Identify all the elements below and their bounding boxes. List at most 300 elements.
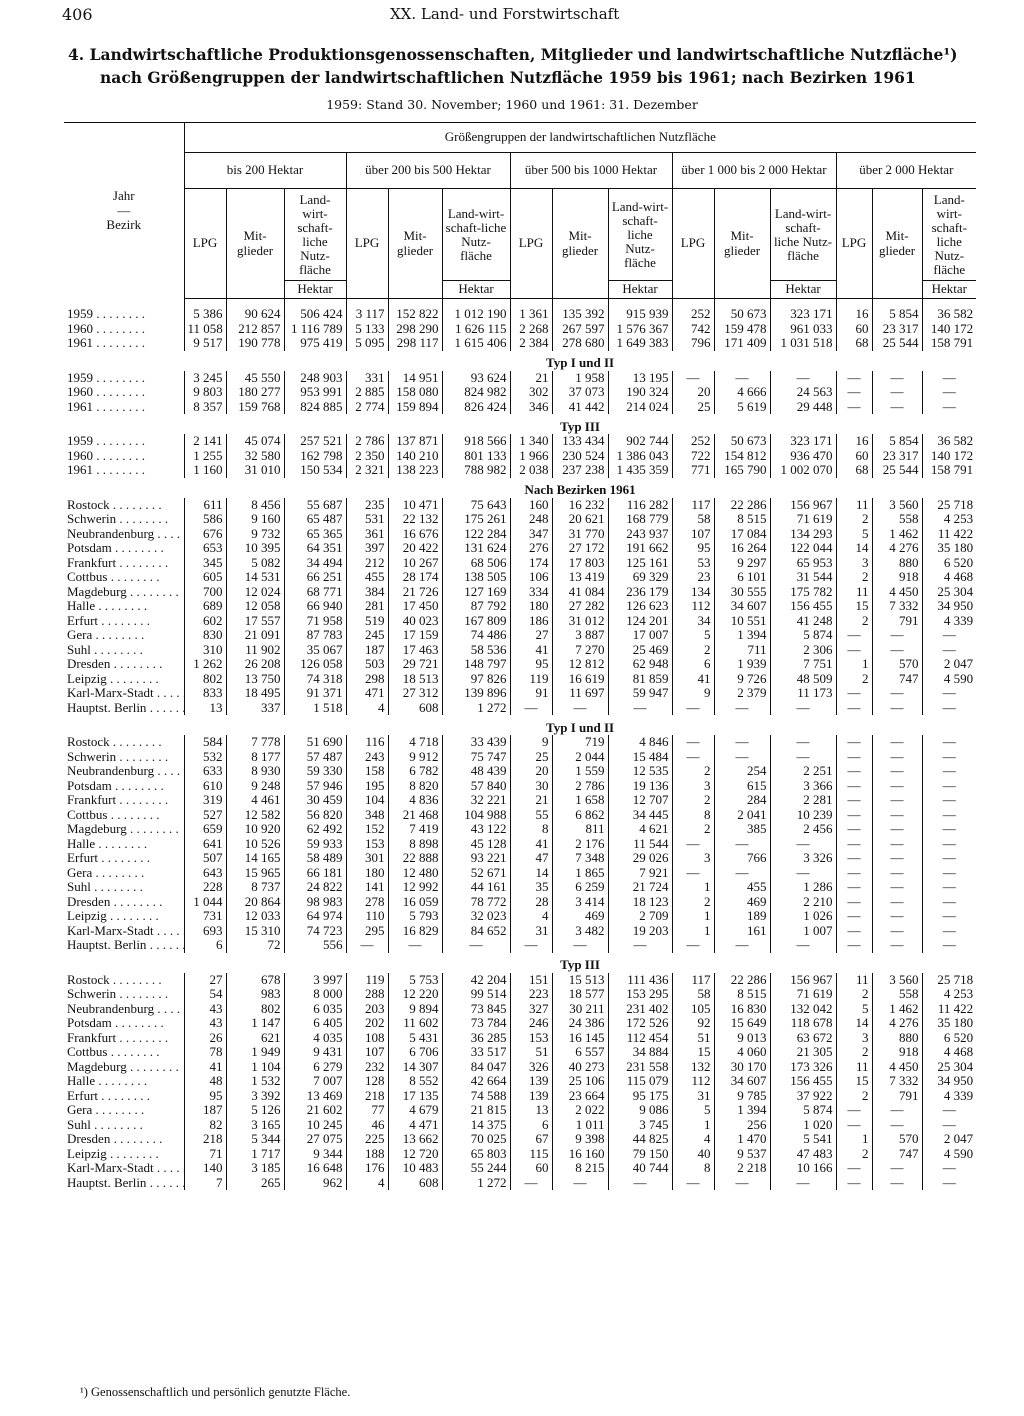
section-heading-row: [64, 715, 976, 735]
table-cell: 8 737: [226, 880, 284, 895]
table-cell: —: [510, 701, 552, 716]
leader-dots: [91, 880, 143, 894]
table-cell: 8 515: [714, 512, 770, 527]
table-cell: —: [672, 371, 714, 386]
table-cell: 1: [672, 909, 714, 924]
row-label-text: 1959: [67, 370, 93, 385]
table-cell: 1 286: [770, 880, 836, 895]
table-cell: 159 768: [226, 400, 284, 415]
table-cell: 95: [510, 657, 552, 672]
table-cell: 51: [672, 1031, 714, 1046]
section-heading: Typ I und II: [546, 355, 615, 370]
table-cell: 7 332: [872, 1074, 922, 1089]
table-cell: 742: [672, 322, 714, 337]
table-cell: 69 329: [608, 570, 672, 585]
table-row: [64, 895, 976, 910]
table-cell: 34 445: [608, 808, 672, 823]
row-label: [64, 924, 184, 939]
leader-dots: [110, 1132, 162, 1146]
table-cell: 180: [510, 599, 552, 614]
table-cell: 74 723: [284, 924, 346, 939]
table-cell: —: [922, 371, 976, 386]
table-cell: 32 580: [226, 449, 284, 464]
table-cell: 2 786: [552, 779, 608, 794]
table-cell: 41: [184, 1060, 226, 1075]
table-cell: 2: [836, 672, 872, 687]
table-cell: 3 326: [770, 851, 836, 866]
table-cell: 4 468: [922, 570, 976, 585]
table-cell: 4 253: [922, 987, 976, 1002]
table-cell: 138 505: [442, 570, 510, 585]
table-cell: 610: [184, 779, 226, 794]
spacer-cell: [770, 299, 836, 308]
table-cell: —: [836, 1176, 872, 1191]
table-cell: 1 394: [714, 1103, 770, 1118]
table-cell: 700: [184, 585, 226, 600]
table-cell: 397: [346, 541, 388, 556]
table-cell: 5: [836, 527, 872, 542]
row-label-text: Halle: [67, 836, 96, 851]
table-cell: 5 874: [770, 628, 836, 643]
table-cell: 59 330: [284, 764, 346, 779]
table-cell: 9 013: [714, 1031, 770, 1046]
table-cell: 58: [672, 987, 714, 1002]
table-cell: 3 245: [184, 371, 226, 386]
row-label: [64, 808, 184, 823]
table-cell: 73 784: [442, 1016, 510, 1031]
table-cell: 58 536: [442, 643, 510, 658]
table-cell: 57 487: [284, 750, 346, 765]
table-cell: 21 724: [608, 880, 672, 895]
table-cell: —: [714, 837, 770, 852]
table-cell: —: [836, 371, 872, 386]
table-cell: 115 079: [608, 1074, 672, 1089]
table-cell: 1 717: [226, 1147, 284, 1162]
leader-dots: [107, 1147, 159, 1161]
table-cell: 48: [184, 1074, 226, 1089]
table-cell: 4 060: [714, 1045, 770, 1060]
row-label-text: Hauptst. Berlin: [67, 938, 147, 952]
table-cell: 4: [346, 701, 388, 716]
spacer-cell: [346, 299, 388, 308]
leader-dots: [154, 686, 184, 700]
table-cell: —: [672, 750, 714, 765]
table-cell: 15 484: [608, 750, 672, 765]
table-cell: —: [836, 750, 872, 765]
table-cell: 506 424: [284, 307, 346, 322]
table-cell: 12 812: [552, 657, 608, 672]
table-cell: 148 797: [442, 657, 510, 672]
table-cell: 27: [510, 628, 552, 643]
group-header-4: über 1 000 bis 2 000 Hektar: [672, 153, 836, 189]
table-cell: 223: [510, 987, 552, 1002]
table-cell: —: [922, 750, 976, 765]
leader-dots: [110, 657, 162, 671]
table-cell: 961 033: [770, 322, 836, 337]
table-cell: 40 023: [388, 614, 442, 629]
table-cell: 59 947: [608, 686, 672, 701]
table-cell: 833: [184, 686, 226, 701]
row-label-text: 1959: [67, 307, 93, 321]
table-cell: 693: [184, 924, 226, 939]
leader-dots: [92, 1103, 144, 1117]
col-header-mitglieder: Mit-glieder: [388, 189, 442, 299]
table-cell: —: [836, 866, 872, 881]
table-cell: 167 809: [442, 614, 510, 629]
table-cell: 35 180: [922, 1016, 976, 1031]
table-row: [64, 735, 976, 750]
table-cell: 60: [836, 449, 872, 464]
table-cell: 6 035: [284, 1002, 346, 1017]
table-cell: 37 073: [552, 385, 608, 400]
table-cell: 570: [872, 1132, 922, 1147]
table-cell: 95 175: [608, 1089, 672, 1104]
col-header-mitglieder: Mit-glieder: [872, 189, 922, 299]
section-heading-row: [64, 351, 976, 371]
row-label: [64, 672, 184, 687]
table-cell: —: [836, 400, 872, 415]
row-label-text: Gera: [67, 865, 93, 880]
spacer-row: [64, 299, 976, 308]
table-cell: —: [770, 866, 836, 881]
table-cell: 17 135: [388, 1089, 442, 1104]
table-cell: 48 509: [770, 672, 836, 687]
table-cell: 25 544: [872, 463, 922, 478]
table-cell: 153: [346, 837, 388, 852]
section-heading: Typ III: [560, 957, 600, 972]
leader-dots: [95, 1074, 147, 1088]
row-label-text: Neubrandenburg: [67, 764, 155, 778]
col-header-mitglieder: Mit-glieder: [552, 189, 608, 299]
leader-dots: [93, 385, 145, 399]
table-row: [64, 1176, 976, 1191]
table-cell: 3 745: [608, 1118, 672, 1133]
table-row: [64, 924, 976, 939]
table-row: [64, 987, 976, 1002]
table-cell: 119: [510, 672, 552, 687]
leader-dots: [107, 672, 159, 686]
table-cell: 25 544: [872, 336, 922, 351]
table-cell: 9 732: [226, 527, 284, 542]
table-cell: 8 357: [184, 400, 226, 415]
table-cell: 3 165: [226, 1118, 284, 1133]
table-cell: 9 086: [608, 1103, 672, 1118]
table-cell: 13 195: [608, 371, 672, 386]
spacer-cell: [184, 299, 226, 308]
table-cell: —: [872, 837, 922, 852]
leader-dots: [107, 1045, 159, 1059]
row-label-text: Erfurt: [67, 613, 99, 628]
table-cell: 68: [836, 463, 872, 478]
table-row: [64, 1161, 976, 1176]
table-cell: 507: [184, 851, 226, 866]
table-cell: 107: [672, 527, 714, 542]
table-cell: 71: [184, 1147, 226, 1162]
table-cell: 21: [510, 793, 552, 808]
table-cell: 4: [346, 1176, 388, 1191]
table-cell: 12 480: [388, 866, 442, 881]
table-cell: 9 160: [226, 512, 284, 527]
table-cell: 6: [510, 1118, 552, 1133]
table-cell: 5: [672, 628, 714, 643]
row-label: [64, 307, 184, 322]
table-cell: 8 898: [388, 837, 442, 852]
table-row: [64, 764, 976, 779]
table-cell: 4 276: [872, 541, 922, 556]
leader-dots: [110, 895, 162, 909]
table-cell: 9 803: [184, 385, 226, 400]
table-cell: 7 921: [608, 866, 672, 881]
table-cell: 36 582: [922, 307, 976, 322]
table-cell: 11 697: [552, 686, 608, 701]
table-cell: 469: [552, 909, 608, 924]
row-label-text: 1961: [67, 463, 93, 477]
table-cell: 4 621: [608, 822, 672, 837]
table-cell: 41: [510, 643, 552, 658]
table-cell: 11: [836, 973, 872, 988]
table-cell: 22 132: [388, 512, 442, 527]
table-cell: —: [836, 822, 872, 837]
table-cell: 53: [672, 556, 714, 571]
table-cell: 232: [346, 1060, 388, 1075]
table-cell: 611: [184, 498, 226, 513]
table-cell: 74 486: [442, 628, 510, 643]
table-cell: 161: [714, 924, 770, 939]
table-cell: 9 726: [714, 672, 770, 687]
table-cell: 3 997: [284, 973, 346, 988]
table-cell: 8: [672, 1161, 714, 1176]
table-row: [64, 643, 976, 658]
table-cell: 8 820: [388, 779, 442, 794]
col-header-lpg: LPG: [346, 189, 388, 299]
table-cell: 78 772: [442, 895, 510, 910]
table-cell: 243 937: [608, 527, 672, 542]
leader-dots: [92, 628, 144, 642]
table-cell: 331: [346, 371, 388, 386]
row-label-text: Leipzig: [67, 671, 107, 686]
table-cell: 14 951: [388, 371, 442, 386]
table-cell: —: [872, 895, 922, 910]
table-cell: 278 680: [552, 336, 608, 351]
table-cell: 633: [184, 764, 226, 779]
table-cell: 719: [552, 735, 608, 750]
table-cell: 37 922: [770, 1089, 836, 1104]
table-cell: 347: [510, 527, 552, 542]
table-cell: —: [608, 1176, 672, 1191]
table-cell: 180: [346, 866, 388, 881]
table-cell: 802: [184, 672, 226, 687]
table-cell: —: [552, 1176, 608, 1191]
table-cell: 66 181: [284, 866, 346, 881]
table-cell: —: [836, 701, 872, 716]
spacer-cell: [922, 299, 976, 308]
col-header-lpg: LPG: [510, 189, 552, 299]
table-row: [64, 1132, 976, 1147]
table-cell: 659: [184, 822, 226, 837]
spacer-cell: [442, 299, 510, 308]
table-cell: 8 515: [714, 987, 770, 1002]
table-cell: 105: [672, 1002, 714, 1017]
table-cell: 1 559: [552, 764, 608, 779]
table-cell: 21 602: [284, 1103, 346, 1118]
table-cell: —: [388, 938, 442, 953]
table-cell: 747: [872, 672, 922, 687]
table-cell: —: [672, 938, 714, 953]
table-cell: 880: [872, 556, 922, 571]
table-cell: —: [672, 866, 714, 881]
table-cell: 608: [388, 701, 442, 716]
spacer-cell: [552, 299, 608, 308]
row-label: [64, 385, 184, 400]
col-header-nutzflaeche: Land-wirt-schaft-liche Nutz-fläche: [442, 189, 510, 281]
table-cell: 42 664: [442, 1074, 510, 1089]
table-cell: —: [922, 1103, 976, 1118]
table-cell: 5 854: [872, 434, 922, 449]
table-cell: —: [770, 938, 836, 953]
table-cell: 1 865: [552, 866, 608, 881]
table-cell: 36 285: [442, 1031, 510, 1046]
table-cell: 1 966: [510, 449, 552, 464]
leader-dots: [98, 851, 150, 865]
row-label: [64, 498, 184, 513]
table-cell: 21: [510, 371, 552, 386]
table-cell: 6 279: [284, 1060, 346, 1075]
table-cell: 64 974: [284, 909, 346, 924]
table-cell: —: [922, 400, 976, 415]
table-cell: 345: [184, 556, 226, 571]
table-cell: 237 238: [552, 463, 608, 478]
row-label: [64, 909, 184, 924]
table-cell: 5 133: [346, 322, 388, 337]
table-cell: 195: [346, 779, 388, 794]
table-cell: 5: [672, 1103, 714, 1118]
table-cell: 160: [510, 498, 552, 513]
table-cell: 1 386 043: [608, 449, 672, 464]
row-label-text: Suhl: [67, 1117, 91, 1132]
table-cell: 29 448: [770, 400, 836, 415]
table-cell: 584: [184, 735, 226, 750]
table-cell: 12 992: [388, 880, 442, 895]
table-cell: 385: [714, 822, 770, 837]
table-cell: 40 273: [552, 1060, 608, 1075]
row-label: [64, 880, 184, 895]
table-cell: 7 270: [552, 643, 608, 658]
table-cell: 558: [872, 987, 922, 1002]
leader-dots: [116, 1031, 168, 1045]
table-cell: 6: [672, 657, 714, 672]
table-cell: 346: [510, 400, 552, 415]
table-cell: 57 840: [442, 779, 510, 794]
row-label: [64, 764, 184, 779]
section-heading: Nach Bezirken 1961: [524, 482, 636, 497]
table-cell: 65 803: [442, 1147, 510, 1162]
table-cell: 348: [346, 808, 388, 823]
row-label: [64, 735, 184, 750]
table-cell: 9 517: [184, 336, 226, 351]
stub-header: [64, 123, 184, 299]
table-cell: —: [872, 1103, 922, 1118]
table-cell: 71 619: [770, 987, 836, 1002]
table-cell: 4 846: [608, 735, 672, 750]
table-cell: 983: [226, 987, 284, 1002]
table-cell: —: [836, 1161, 872, 1176]
table-cell: 3 185: [226, 1161, 284, 1176]
table-cell: 1 435 359: [608, 463, 672, 478]
table-cell: —: [922, 764, 976, 779]
table-cell: —: [922, 1118, 976, 1133]
table-cell: 174: [510, 556, 552, 571]
table-cell: 202: [346, 1016, 388, 1031]
table-row: [64, 1147, 976, 1162]
leader-dots: [116, 512, 168, 526]
table-cell: 18 577: [552, 987, 608, 1002]
row-label: [64, 793, 184, 808]
table-cell: 2 379: [714, 686, 770, 701]
row-label: [64, 527, 184, 542]
table-cell: 156 967: [770, 498, 836, 513]
table-cell: 16 059: [388, 895, 442, 910]
table-cell: 65 953: [770, 556, 836, 571]
row-label-text: Karl-Marx-Stadt: [67, 1161, 154, 1175]
table-cell: 188: [346, 1147, 388, 1162]
table-cell: 4 471: [388, 1118, 442, 1133]
table-cell: 47 483: [770, 1147, 836, 1162]
table-cell: 30 211: [552, 1002, 608, 1017]
table-cell: 6 405: [284, 1016, 346, 1031]
table-cell: 13 469: [284, 1089, 346, 1104]
table-cell: 98 983: [284, 895, 346, 910]
table-cell: 327: [510, 1002, 552, 1017]
row-label-text: Schwerin: [67, 749, 117, 764]
table-cell: —: [836, 628, 872, 643]
table-cell: 87 792: [442, 599, 510, 614]
row-label-text: Karl-Marx-Stadt: [67, 923, 154, 938]
table-cell: 4 679: [388, 1103, 442, 1118]
table-row: [64, 1103, 976, 1118]
table-cell: 45 074: [226, 434, 284, 449]
table-cell: 67: [510, 1132, 552, 1147]
table-cell: 91 371: [284, 686, 346, 701]
table-row: [64, 938, 976, 953]
table-cell: —: [872, 924, 922, 939]
table-row: [64, 371, 976, 386]
table-cell: 16 160: [552, 1147, 608, 1162]
leader-dots: [116, 793, 168, 807]
row-label-text: Cottbus: [67, 807, 108, 822]
table-cell: 16 829: [388, 924, 442, 939]
table-cell: 678: [226, 973, 284, 988]
table-cell: 84 047: [442, 1060, 510, 1075]
table-cell: —: [922, 895, 976, 910]
table-title-line-1: 4. Landwirtschaftliche Produktionsgenossenschaften, Mitglieder und landwirtschaftliche Nutzfläche¹): [68, 45, 958, 64]
table-cell: 248 903: [284, 371, 346, 386]
section-heading-spacer: [64, 351, 184, 371]
table-cell: —: [836, 735, 872, 750]
table-cell: —: [922, 924, 976, 939]
table-cell: 18 513: [388, 672, 442, 687]
table-cell: 25 304: [922, 1060, 976, 1075]
table-cell: 54: [184, 987, 226, 1002]
table-cell: 4 590: [922, 672, 976, 687]
table-row: [64, 400, 976, 415]
table-cell: 68 506: [442, 556, 510, 571]
row-label: [64, 973, 184, 988]
table-cell: 21 305: [770, 1045, 836, 1060]
table-cell: 95: [184, 1089, 226, 1104]
table-cell: 3 366: [770, 779, 836, 794]
col-header-nutzflaeche: Land-wirt-schaft-liche Nutz-fläche: [922, 189, 976, 281]
table-cell: 676: [184, 527, 226, 542]
